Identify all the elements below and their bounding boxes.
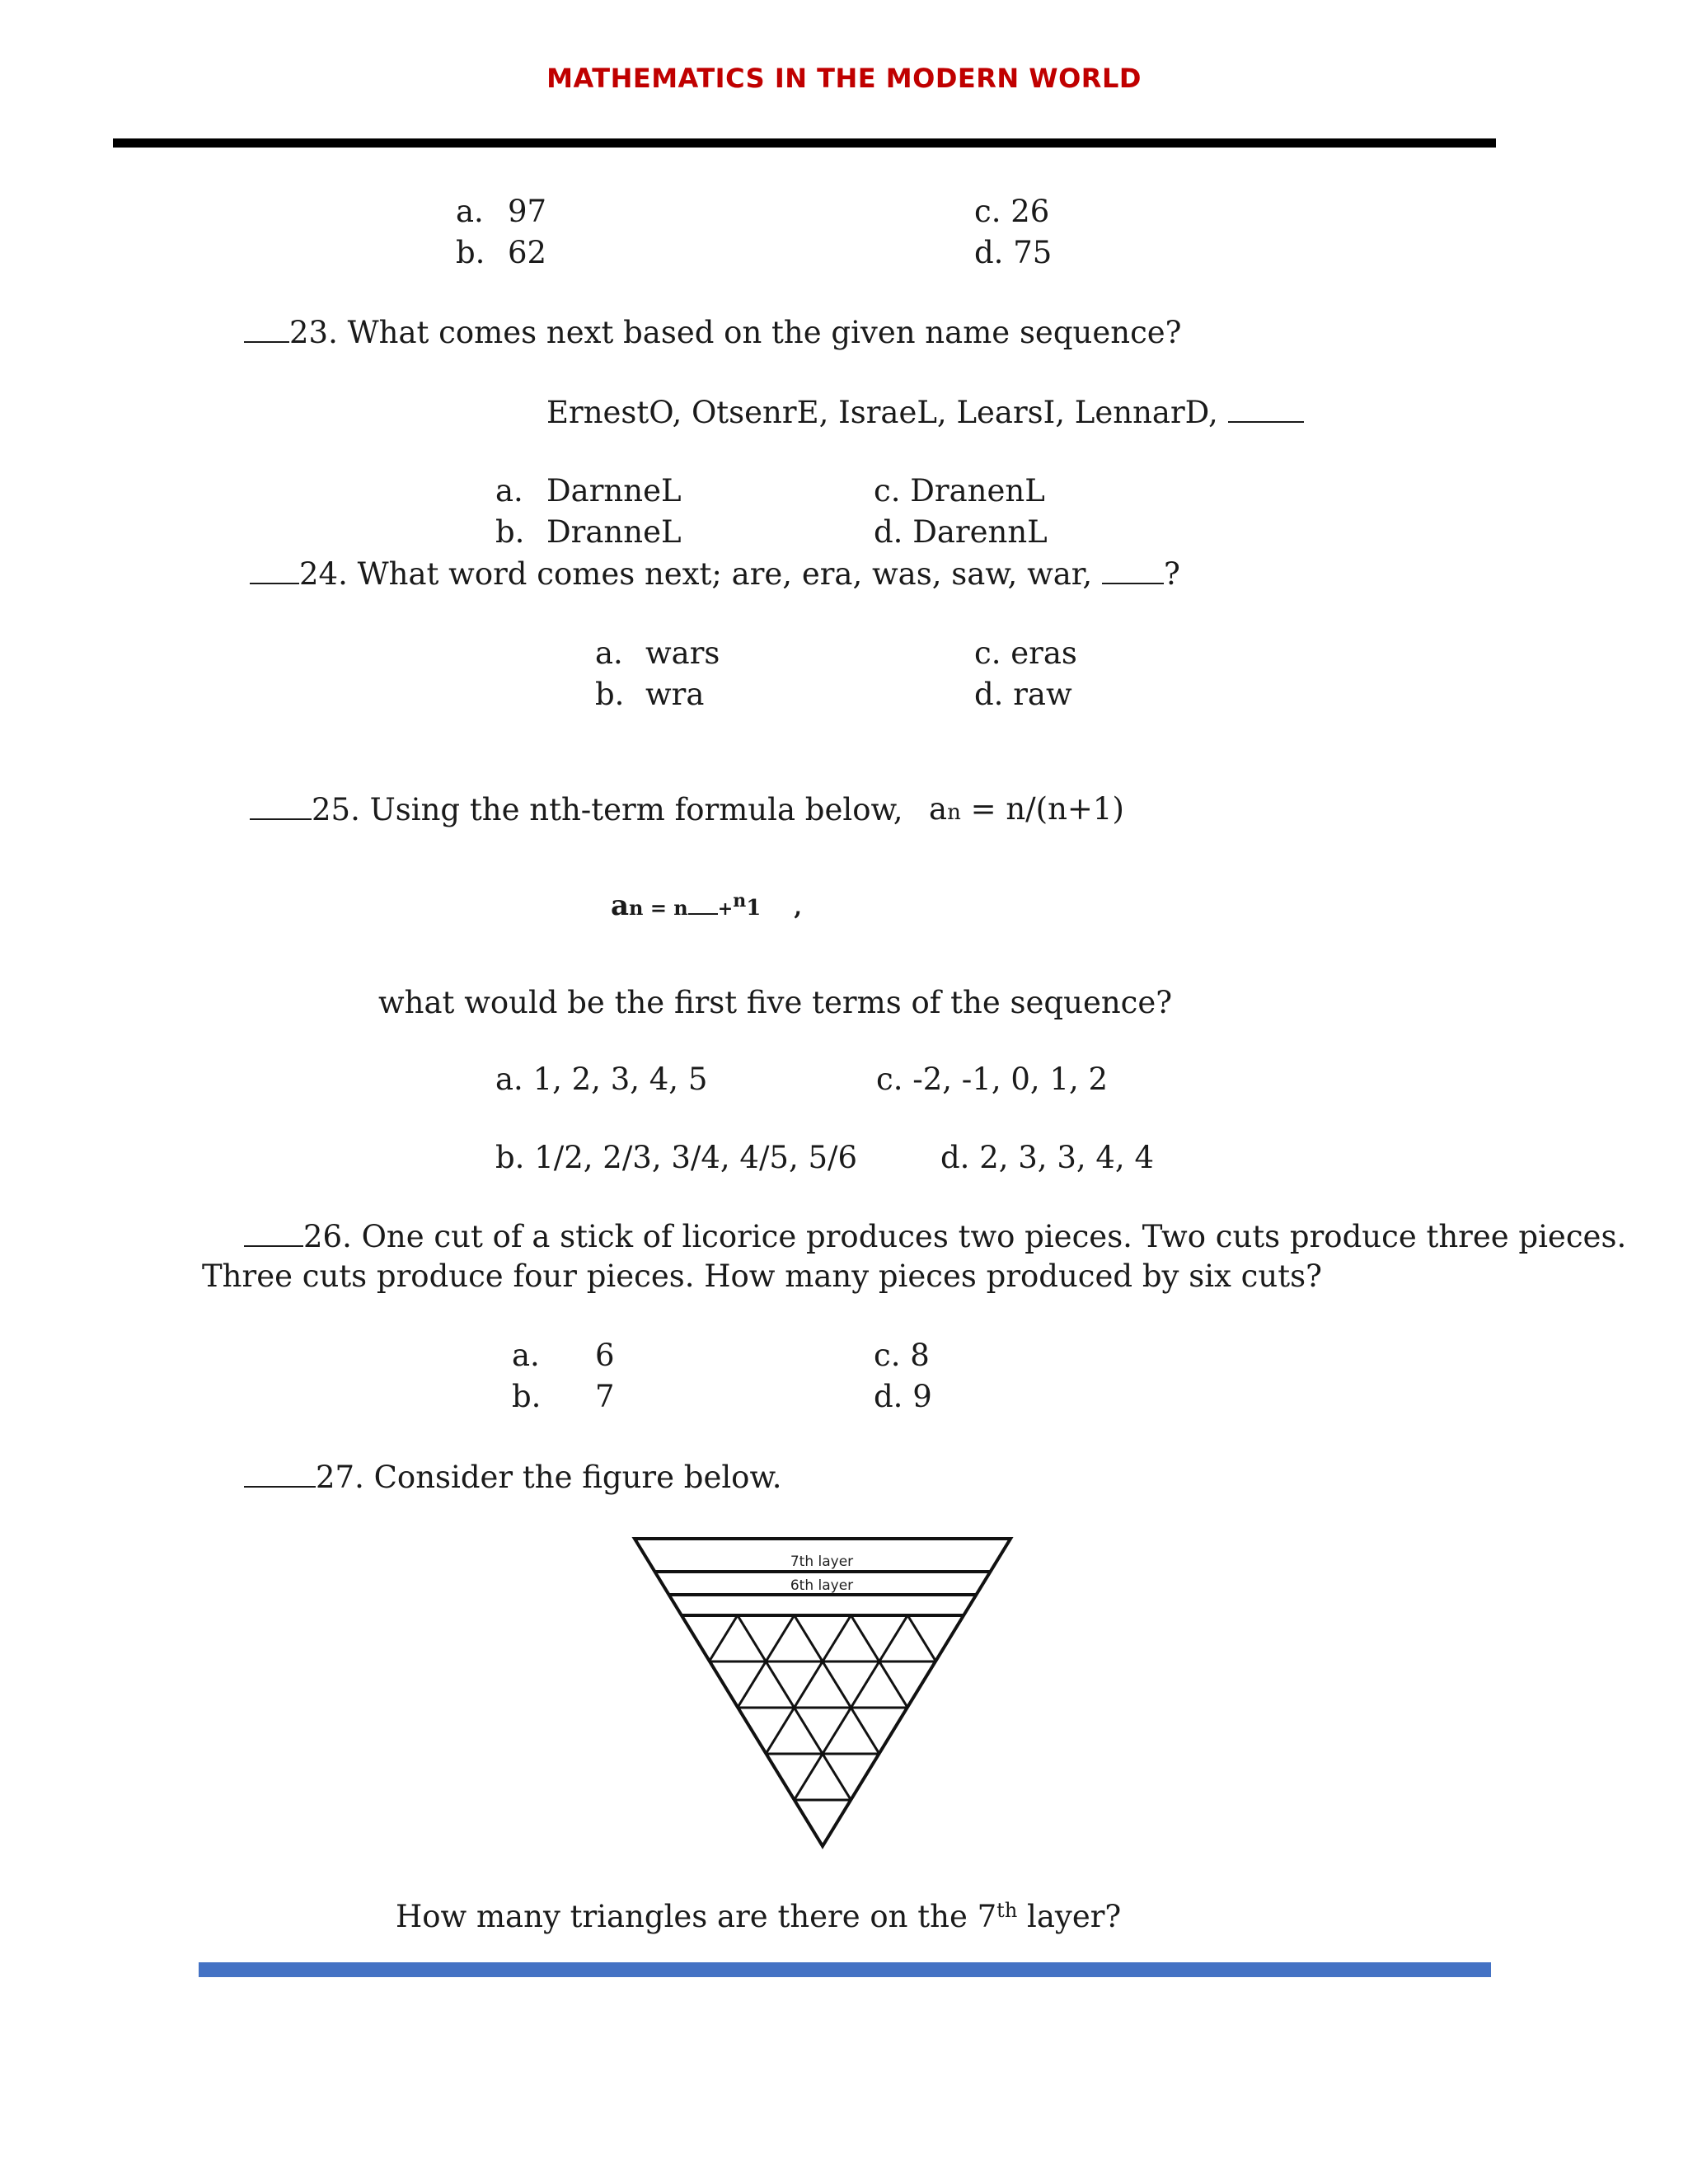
small-triangle-grid [709,1615,935,1800]
q26-option-b: 7 [595,1379,615,1414]
q26-option-a-letter: a. [512,1338,540,1373]
q27-question: 27. Consider the figure below. [244,1461,782,1493]
q24-option-a: wars [645,635,720,671]
q24-option-b-letter: b. [595,677,625,712]
q24-option-c: c. eras [974,635,1077,671]
inverted-triangle-figure [626,1529,1022,1854]
page-header-title: MATHEMATICS IN THE MODERN WORLD [546,63,1142,94]
answer-blank[interactable] [244,1221,303,1247]
q23-option-b-letter: b. [495,514,525,550]
q22-option-a-letter: a. [456,194,484,229]
q26-option-a: 6 [595,1338,615,1373]
q23-option-b: DranneL [546,514,682,550]
q25-option-b: b. 1/2, 2/3, 3/4, 4/5, 5/6 [495,1140,858,1175]
q23-question: 23. What comes next based on the given name sequence? [244,316,1182,348]
header-rule [113,138,1496,148]
word-blank [1102,558,1164,584]
answer-blank[interactable] [244,316,289,343]
q23-sequence: ErnestO, OtsenrE, IsraeL, LearsI, LennarD, [546,396,1304,428]
answer-blank[interactable] [250,558,299,584]
answer-blank[interactable] [250,794,312,820]
q22-option-a: 97 [508,194,547,229]
answer-blank[interactable] [244,1461,316,1488]
sequence-blank [1228,396,1304,423]
q25-option-d: d. 2, 3, 3, 4, 4 [940,1140,1154,1175]
q22-option-c: c. 26 [974,194,1050,229]
q25-formula-image: an = n +$^n$1 , [611,889,803,922]
q25-option-a: a. 1, 2, 3, 4, 5 [495,1062,708,1097]
q22-option-d: d. 75 [974,235,1053,270]
q26-option-c: c. 8 [874,1338,930,1373]
q23-option-a-letter: a. [495,473,523,509]
q25-formula: an = n/(n+1) [929,791,1124,827]
q26-question-line2: Three cuts produce four pieces. How many pieces produced by six cuts? [202,1258,1322,1294]
footer-rule [199,1962,1491,1977]
q24-question: 24. What word comes next; are, era, was, saw, war, ? [250,558,1180,589]
q26-option-b-letter: b. [512,1379,542,1414]
q22-option-b-letter: b. [456,235,485,270]
sixth-layer-label: 6th layer [790,1577,854,1594]
seventh-layer-label: 7th layer [790,1554,854,1570]
q24-option-b: wra [645,677,705,712]
q26-question-line1: 26. One cut of a stick of licorice produces two pieces. Two cuts produce three pieces. [244,1221,1626,1252]
q23-option-c: c. DranenL [874,473,1045,509]
q25-option-c: c. -2, -1, 0, 1, 2 [876,1062,1109,1097]
q23-option-d: d. DarennL [874,514,1048,550]
q25-question: 25. Using the nth-term formula below, [250,794,903,825]
q24-option-a-letter: a. [595,635,623,671]
q27-subquestion: How many triangles are there on the 7th layer? [396,1899,1122,1934]
q25-subquestion: what would be the first five terms of the sequence? [378,985,1173,1020]
lattice-line [907,1615,935,1661]
q26-option-d: d. 9 [874,1379,932,1414]
q24-option-d: d. raw [974,677,1072,712]
fraction-bar [688,902,718,915]
q22-option-b: 62 [508,235,547,270]
lattice-line [709,1615,737,1661]
q23-option-a: DarnneL [546,473,682,509]
